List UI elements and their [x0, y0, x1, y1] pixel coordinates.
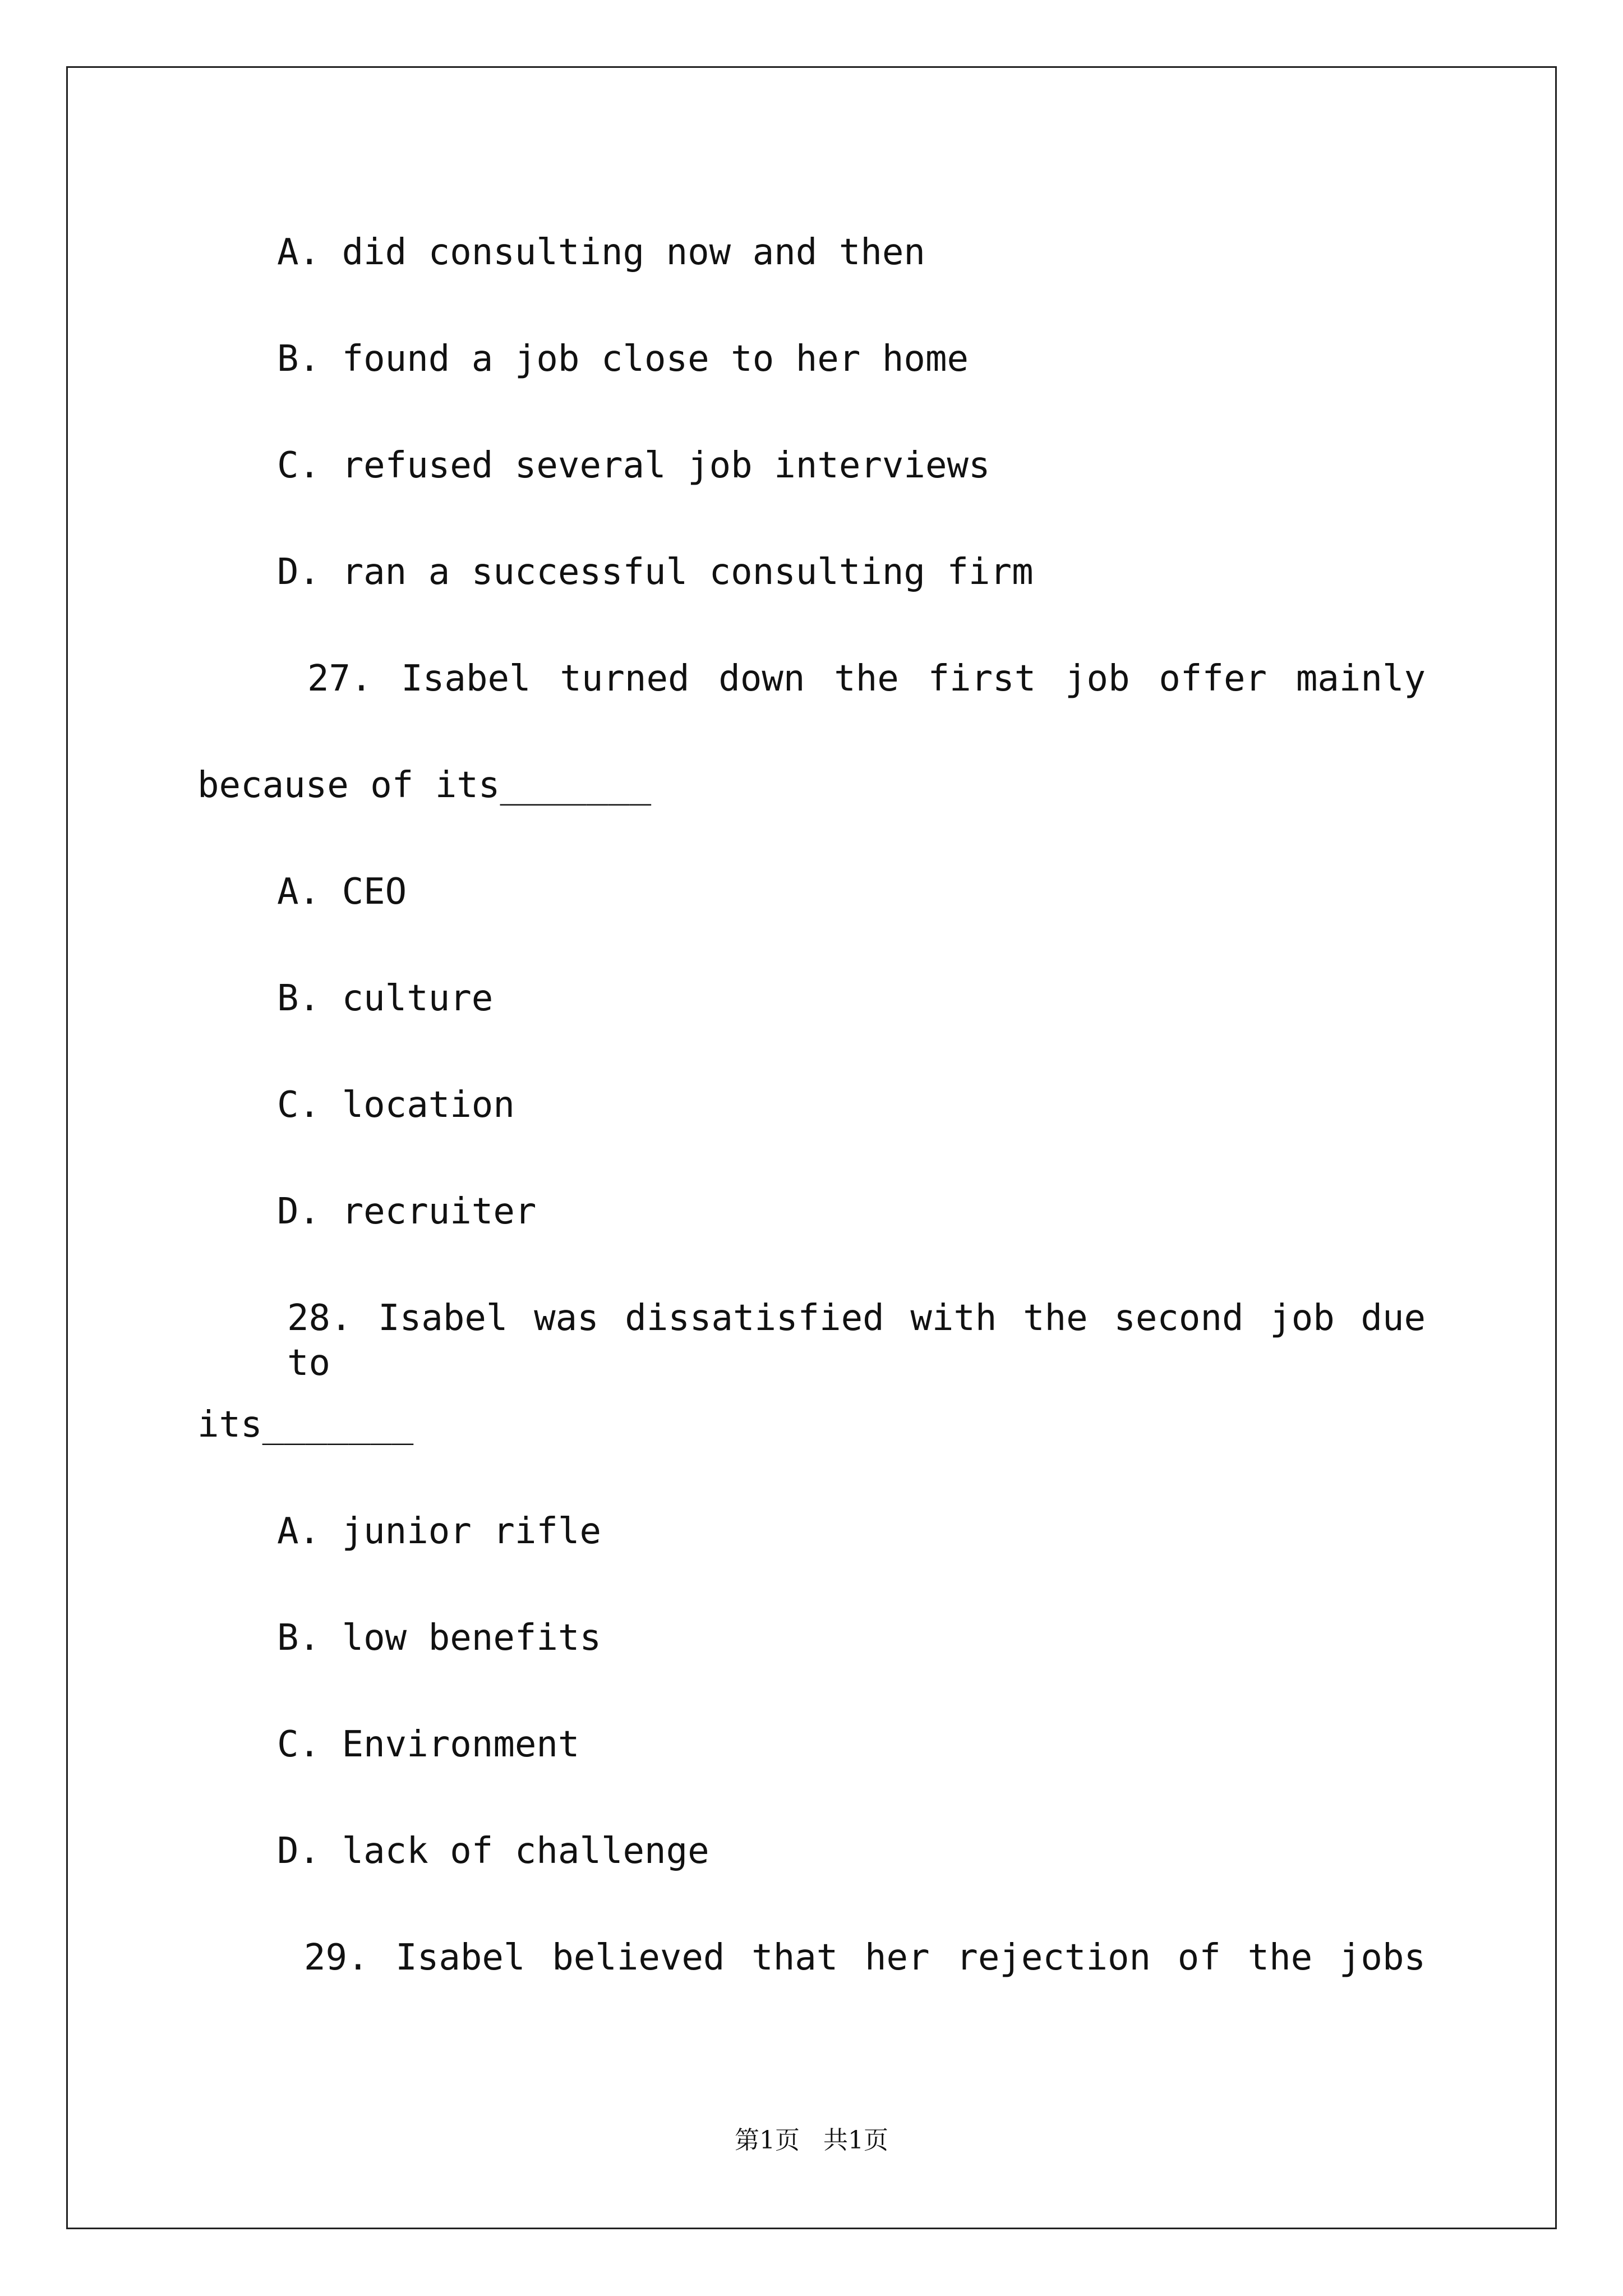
option-d-q26: D. ran a successful consulting firm — [277, 551, 1034, 593]
option-b-q27: B. culture — [277, 978, 494, 1019]
option-b-q28: B. low benefits — [277, 1617, 601, 1659]
option-d-q28: D. lack of challenge — [277, 1830, 709, 1872]
option-a-q28: A. junior rifle — [277, 1511, 601, 1552]
page-number-footer: 第1页 共1页 — [735, 2126, 888, 2155]
question-29: 29. Isabel believed that her rejection of the jobs — [304, 1937, 1426, 1978]
option-c-q27: C. location — [277, 1084, 515, 1126]
option-c-q28: C. Environment — [277, 1724, 580, 1765]
question-27-continued: because of its_______ — [197, 765, 652, 806]
option-b-q26: B. found a job close to her home — [277, 338, 969, 380]
option-d-q27: D. recruiter — [277, 1191, 537, 1232]
page-border — [66, 66, 1557, 2229]
option-c-q26: C. refused several job interviews — [277, 445, 990, 486]
option-a-q26: A. did consulting now and then — [277, 232, 925, 273]
question-28: 28. Isabel was dissatisfied with the second job due to — [287, 1297, 1426, 1384]
option-a-q27: A. CEO — [277, 871, 407, 913]
question-28-continued: its_______ — [197, 1404, 414, 1446]
question-27: 27. Isabel turned down the first job offer mainly — [307, 658, 1426, 700]
